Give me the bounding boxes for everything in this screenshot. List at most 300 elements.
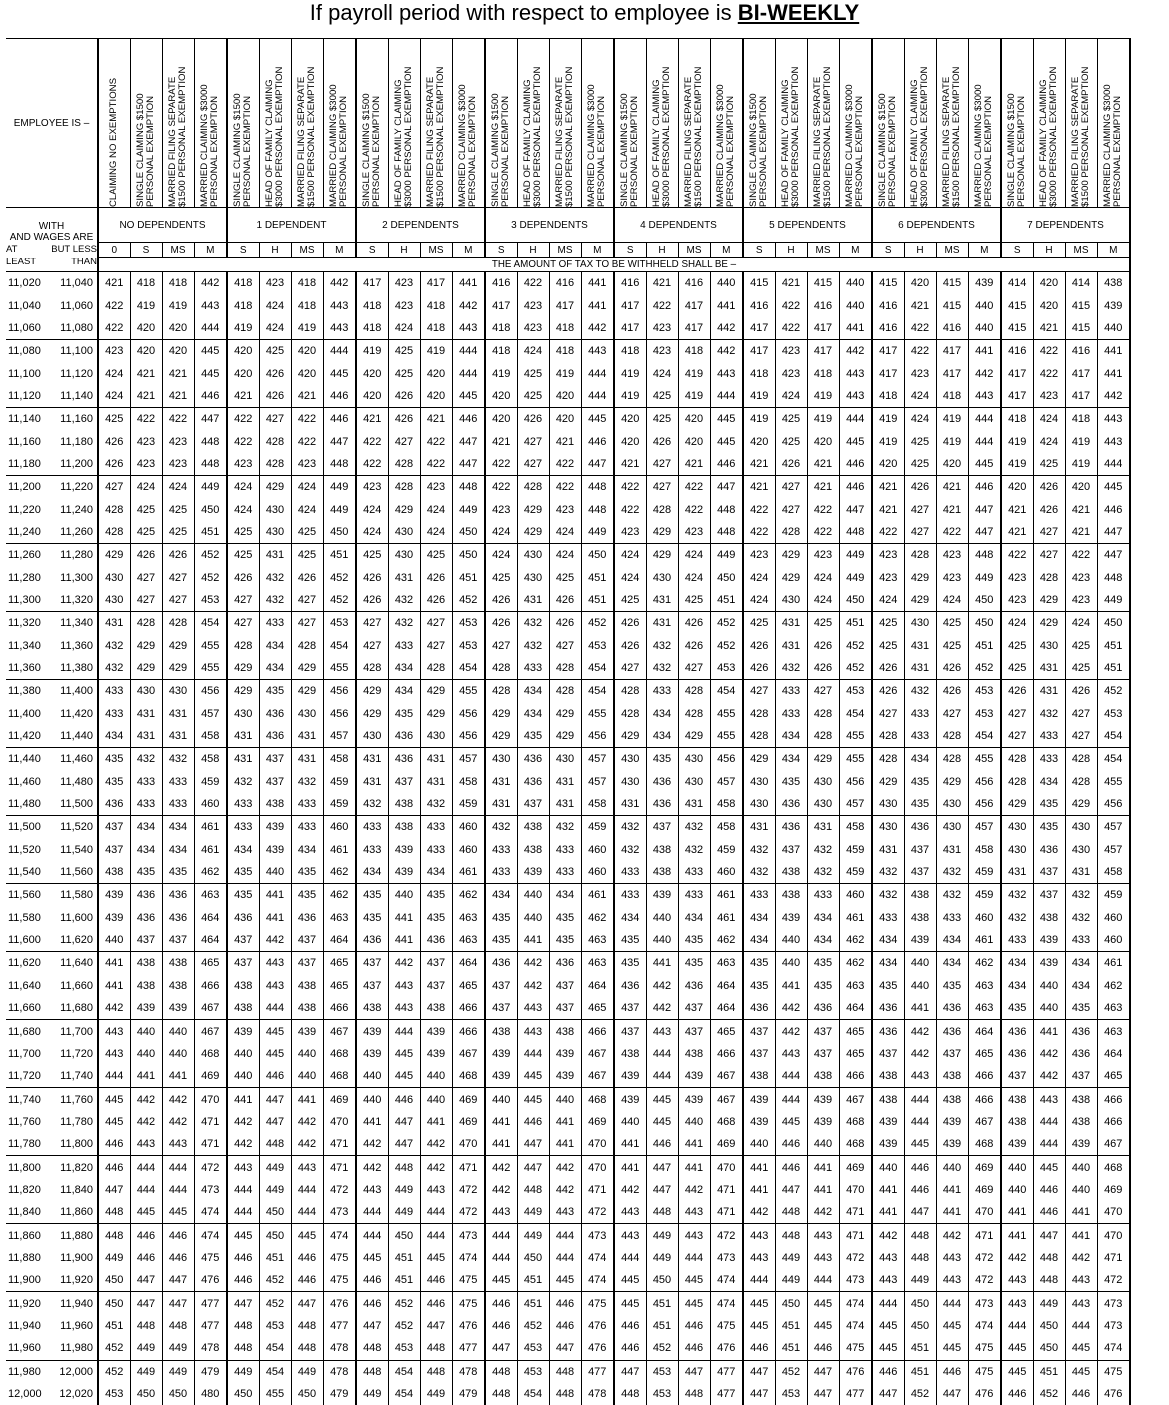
tax-amount: 437 (517, 793, 549, 816)
tax-amount: 449 (1097, 589, 1130, 612)
tax-amount: 453 (839, 680, 872, 703)
dependents-header-0: NO DEPENDENTS (98, 208, 227, 243)
tax-amount: 440 (872, 1156, 904, 1179)
tax-amount: 463 (1097, 997, 1130, 1020)
tax-amount: 427 (227, 589, 259, 612)
tax-amount: 417 (807, 340, 839, 363)
column-label-text: SINGLE CLAIMING $1500 PERSONAL EXEMPTION (135, 93, 156, 207)
wage-less-than: 11,500 (60, 798, 93, 811)
tax-amount: 454 (517, 1383, 549, 1405)
tax-amount: 449 (291, 1360, 323, 1383)
table-row (6, 340, 1130, 363)
tax-amount: 446 (775, 1156, 807, 1179)
tax-amount: 470 (710, 1156, 743, 1179)
tax-amount: 424 (227, 476, 259, 499)
tax-amount: 468 (968, 1133, 1001, 1156)
tax-amount: 423 (678, 521, 710, 544)
tax-amount: 442 (581, 317, 614, 340)
tax-amount: 454 (839, 703, 872, 725)
wage-less-than: 11,720 (60, 1047, 93, 1060)
tax-amount: 431 (904, 657, 936, 680)
tax-amount: 476 (194, 1269, 227, 1292)
tax-amount: 469 (839, 1156, 872, 1179)
tax-amount: 472 (323, 1179, 356, 1201)
tax-amount: 422 (291, 430, 323, 452)
column-label-6-1 (904, 39, 936, 208)
tax-amount: 441 (98, 952, 130, 975)
column-label-text: SINGLE CLAIMING $1500 PERSONAL EXEMPTION (619, 93, 641, 207)
tax-amount: 458 (323, 748, 356, 771)
title-period: BI-WEEKLY (737, 0, 860, 25)
tax-amount: 418 (291, 294, 323, 316)
table-row (6, 1337, 1130, 1360)
tax-amount: 442 (614, 1179, 646, 1201)
tax-amount: 430 (420, 725, 452, 748)
tax-amount: 452 (259, 1292, 291, 1315)
tax-amount: 433 (517, 657, 549, 680)
tax-amount: 444 (291, 1201, 323, 1224)
column-label-3-2 (549, 39, 581, 208)
wage-less-than: 11,120 (60, 367, 93, 380)
wage-at-least: 11,020 (6, 272, 50, 295)
tax-amount: 450 (259, 1201, 291, 1224)
tax-amount: 423 (936, 566, 968, 588)
tax-amount: 449 (1033, 1292, 1065, 1315)
tax-amount: 465 (323, 975, 356, 997)
tax-amount: 454 (452, 657, 485, 680)
tax-amount: 431 (743, 816, 775, 839)
tax-amount: 423 (227, 453, 259, 476)
table-row (6, 839, 1130, 861)
tax-amount: 425 (872, 612, 904, 635)
tax-amount: 427 (356, 635, 388, 657)
tax-amount: 440 (1001, 1156, 1033, 1179)
tax-amount: 428 (743, 725, 775, 748)
tax-amount: 427 (98, 476, 130, 499)
tax-amount: 429 (291, 680, 323, 703)
table-row (6, 1156, 1130, 1179)
tax-amount: 420 (807, 430, 839, 452)
tax-amount: 448 (323, 453, 356, 476)
tax-amount: 473 (452, 1224, 485, 1247)
tax-amount: 429 (388, 498, 420, 520)
tax-amount: 474 (323, 1224, 356, 1247)
tax-amount: 420 (549, 408, 581, 431)
tax-amount: 426 (420, 566, 452, 588)
tax-amount: 424 (98, 385, 130, 408)
tax-amount: 424 (904, 408, 936, 431)
tax-amount: 446 (130, 1247, 162, 1269)
tax-amount: 460 (581, 839, 614, 861)
tax-amount: 439 (388, 861, 420, 884)
tax-amount: 455 (968, 748, 1001, 771)
wage-less-than: 11,420 (60, 707, 93, 720)
tax-amount: 454 (581, 680, 614, 703)
tax-amount: 448 (194, 453, 227, 476)
tax-amount: 435 (291, 884, 323, 907)
tax-amount: 459 (839, 861, 872, 884)
tax-amount: 451 (581, 589, 614, 612)
tax-amount: 471 (1097, 1247, 1130, 1269)
tax-amount: 447 (1033, 1224, 1065, 1247)
tax-amount: 435 (775, 771, 807, 793)
tax-amount: 453 (775, 1383, 807, 1405)
tax-amount: 443 (227, 1156, 259, 1179)
wage-at-least: 11,660 (8, 1002, 41, 1015)
tax-amount: 452 (517, 1315, 549, 1337)
tax-amount: 461 (194, 839, 227, 861)
column-label-text: MARRIED FILING SEPARATE $1500 PERSONAL EXEMPTION (296, 66, 317, 207)
column-code-4-2: MS (678, 243, 710, 258)
tax-amount: 449 (194, 476, 227, 499)
tax-amount: 419 (162, 294, 194, 316)
tax-amount: 425 (1001, 657, 1033, 680)
tax-amount: 471 (452, 1156, 485, 1179)
wage-less-than: 11,360 (60, 639, 93, 652)
tax-amount: 435 (517, 725, 549, 748)
tax-amount: 451 (1033, 1360, 1065, 1383)
tax-amount: 444 (775, 1088, 807, 1111)
tax-amount: 438 (743, 1065, 775, 1088)
tax-amount: 454 (968, 725, 1001, 748)
tax-amount: 445 (710, 408, 743, 431)
tax-amount: 446 (549, 1292, 581, 1315)
wage-less-than: 11,140 (60, 389, 93, 402)
tax-amount: 475 (323, 1269, 356, 1292)
tax-amount: 429 (356, 680, 388, 703)
tax-amount: 427 (1033, 521, 1065, 544)
tax-amount: 443 (98, 1020, 130, 1043)
wage-at-least: 11,700 (8, 1047, 41, 1060)
tax-amount: 441 (517, 929, 549, 952)
tax-amount: 453 (452, 612, 485, 635)
tax-amount: 439 (227, 1020, 259, 1043)
table-row (6, 408, 1130, 431)
tax-amount: 449 (259, 1179, 291, 1201)
tax-amount: 431 (936, 839, 968, 861)
tax-amount: 444 (452, 362, 485, 384)
tax-amount: 417 (872, 340, 904, 363)
tax-amount: 432 (807, 839, 839, 861)
tax-amount: 452 (452, 589, 485, 612)
tax-amount: 466 (839, 1065, 872, 1088)
tax-amount: 420 (291, 362, 323, 384)
tax-amount: 420 (614, 430, 646, 452)
tax-amount: 420 (678, 430, 710, 452)
tax-amount: 426 (936, 657, 968, 680)
tax-amount: 444 (936, 1292, 968, 1315)
tax-amount: 468 (839, 1133, 872, 1156)
tax-amount: 415 (743, 272, 775, 295)
wage-less-than: 11,060 (60, 299, 93, 312)
tax-amount: 422 (98, 294, 130, 316)
tax-amount: 448 (356, 1337, 388, 1360)
tax-amount: 444 (549, 1224, 581, 1247)
tax-amount: 445 (517, 1088, 549, 1111)
tax-amount: 436 (517, 748, 549, 771)
tax-amount: 441 (678, 1133, 710, 1156)
tax-amount: 466 (581, 1020, 614, 1043)
table-row (6, 1360, 1130, 1383)
tax-amount: 428 (356, 657, 388, 680)
tax-amount: 439 (259, 816, 291, 839)
column-code-7-2: MS (1065, 243, 1097, 258)
tax-amount: 423 (162, 453, 194, 476)
tax-amount: 429 (420, 680, 452, 703)
column-label-5-0 (743, 39, 775, 208)
tax-amount: 475 (452, 1292, 485, 1315)
tax-amount: 475 (968, 1337, 1001, 1360)
tax-amount: 419 (743, 385, 775, 408)
tax-amount: 434 (614, 907, 646, 929)
tax-amount: 414 (1065, 272, 1097, 295)
wage-at-least: 11,580 (8, 911, 41, 924)
tax-amount: 478 (194, 1337, 227, 1360)
tax-amount: 417 (1001, 385, 1033, 408)
tax-amount: 441 (388, 929, 420, 952)
tax-amount: 427 (162, 566, 194, 588)
tax-amount: 438 (872, 1088, 904, 1111)
tax-amount: 451 (323, 544, 356, 567)
tax-amount: 421 (678, 453, 710, 476)
tax-amount: 449 (227, 1360, 259, 1383)
wage-at-least: 11,140 (6, 408, 50, 431)
tax-amount: 441 (388, 907, 420, 929)
tax-amount: 446 (581, 430, 614, 452)
tax-amount: 460 (581, 861, 614, 884)
column-code-7-3: M (1097, 243, 1130, 258)
wage-at-least: 11,200 (6, 476, 50, 499)
tax-amount: 444 (807, 1269, 839, 1292)
tax-amount: 455 (839, 748, 872, 771)
tax-amount: 438 (646, 861, 678, 884)
wage-at-least: 11,760 (8, 1115, 41, 1128)
tax-amount: 436 (775, 793, 807, 816)
tax-amount: 415 (1065, 294, 1097, 316)
tax-amount: 442 (775, 1020, 807, 1043)
tax-amount: 432 (1033, 703, 1065, 725)
tax-amount: 425 (356, 544, 388, 567)
tax-amount: 452 (194, 544, 227, 567)
tax-amount: 443 (259, 975, 291, 997)
tax-amount: 440 (162, 1020, 194, 1043)
tax-amount: 442 (1097, 385, 1130, 408)
tax-amount: 438 (614, 1043, 646, 1065)
column-label-text: MARRIED CLAIMING $3000 PERSONAL EXEMPTION (844, 84, 866, 207)
tax-amount: 474 (839, 1292, 872, 1315)
tax-amount: 476 (968, 1383, 1001, 1405)
tax-amount: 431 (1065, 861, 1097, 884)
tax-amount: 421 (807, 453, 839, 476)
column-code-6-0: S (872, 243, 904, 258)
tax-amount: 423 (614, 521, 646, 544)
tax-amount: 447 (872, 1383, 904, 1405)
tax-amount: 439 (968, 272, 1001, 295)
tax-amount: 445 (614, 1269, 646, 1292)
tax-amount: 442 (1033, 1043, 1065, 1065)
tax-amount: 430 (614, 748, 646, 771)
dependents-header-7: 7 DEPENDENTS (1001, 208, 1130, 243)
tax-amount: 431 (1001, 861, 1033, 884)
tax-amount: 425 (1065, 657, 1097, 680)
tax-amount: 473 (839, 1269, 872, 1292)
tax-amount: 429 (807, 748, 839, 771)
tax-amount: 469 (968, 1156, 1001, 1179)
tax-amount: 437 (904, 839, 936, 861)
tax-amount: 429 (259, 476, 291, 499)
tax-amount: 434 (1001, 975, 1033, 997)
tax-amount: 454 (259, 1360, 291, 1383)
tax-amount: 423 (1001, 589, 1033, 612)
tax-amount: 428 (872, 748, 904, 771)
tax-amount: 443 (678, 1224, 710, 1247)
tax-amount: 439 (775, 907, 807, 929)
tax-amount: 458 (968, 839, 1001, 861)
tax-amount: 430 (162, 680, 194, 703)
tax-amount: 454 (388, 1360, 420, 1383)
tax-amount: 436 (130, 884, 162, 907)
tax-amount: 448 (775, 1201, 807, 1224)
column-code-3-1: H (517, 243, 549, 258)
tax-amount: 446 (839, 476, 872, 499)
tax-amount: 427 (420, 635, 452, 657)
tax-amount: 445 (452, 385, 485, 408)
tax-amount: 464 (710, 975, 743, 997)
tax-amount: 425 (162, 498, 194, 520)
column-label-7-1 (1033, 39, 1065, 208)
tax-amount: 471 (710, 1201, 743, 1224)
tax-amount: 452 (323, 566, 356, 588)
tax-amount: 441 (1097, 362, 1130, 384)
tax-amount: 430 (388, 544, 420, 567)
tax-amount: 435 (130, 861, 162, 884)
tax-amount: 439 (936, 1133, 968, 1156)
table-row (6, 612, 1130, 635)
column-code-6-3: M (968, 243, 1001, 258)
wage-less-than: 11,900 (60, 1251, 93, 1264)
tax-amount: 441 (743, 1156, 775, 1179)
tax-amount: 442 (420, 1156, 452, 1179)
wage-less-than: 11,700 (50, 1020, 98, 1043)
tax-amount: 443 (872, 1247, 904, 1269)
tax-amount: 441 (1001, 1201, 1033, 1224)
tax-amount: 440 (1033, 997, 1065, 1020)
column-label-text: MARRIED CLAIMING $3000 PERSONAL EXEMPTION (586, 84, 608, 207)
tax-amount: 465 (1097, 1065, 1130, 1088)
tax-amount: 446 (549, 1315, 581, 1337)
tax-amount: 425 (872, 635, 904, 657)
tax-amount: 427 (291, 589, 323, 612)
wage-at-least: 11,040 (8, 299, 41, 312)
tax-amount: 420 (291, 340, 323, 363)
tax-amount: 466 (194, 975, 227, 997)
tax-amount: 437 (807, 1020, 839, 1043)
tax-amount: 433 (1033, 725, 1065, 748)
tax-amount: 432 (162, 748, 194, 771)
tax-amount: 448 (581, 476, 614, 499)
tax-amount: 426 (936, 680, 968, 703)
tax-amount: 429 (162, 635, 194, 657)
tax-amount: 423 (807, 544, 839, 567)
tax-amount: 433 (904, 725, 936, 748)
tax-amount: 448 (517, 1179, 549, 1201)
tax-amount: 467 (1097, 1133, 1130, 1156)
tax-amount: 419 (291, 317, 323, 340)
column-label-text: MARRIED FILING SEPARATE $1500 PERSONAL EXEMPTION (425, 66, 446, 207)
column-code-7-0: S (1001, 243, 1033, 258)
column-label-3-1 (517, 39, 549, 208)
tax-amount: 462 (581, 907, 614, 929)
tax-amount: 440 (130, 1043, 162, 1065)
tax-amount: 442 (1065, 1247, 1097, 1269)
tax-amount: 431 (1033, 680, 1065, 703)
tax-amount: 432 (1001, 907, 1033, 929)
tax-amount: 444 (1001, 1315, 1033, 1337)
tax-amount: 445 (614, 1292, 646, 1315)
column-label-text: HEAD OF FAMILY CLAIMING $3000 PERSONAL EXEMPTION (780, 66, 801, 207)
tax-amount: 442 (807, 1201, 839, 1224)
tax-amount: 430 (1001, 839, 1033, 861)
wage-less-than: 11,780 (60, 1115, 93, 1128)
tax-amount: 441 (162, 1065, 194, 1088)
tax-amount: 424 (549, 544, 581, 567)
tax-amount: 437 (98, 816, 130, 839)
wage-at-least: 11,520 (8, 843, 41, 856)
tax-amount: 424 (936, 589, 968, 612)
tax-amount: 433 (1001, 929, 1033, 952)
tax-amount: 453 (388, 1337, 420, 1360)
tax-amount: 429 (549, 725, 581, 748)
tax-amount: 437 (388, 771, 420, 793)
tax-amount: 441 (710, 294, 743, 316)
tax-amount: 476 (581, 1337, 614, 1360)
tax-amount: 417 (872, 362, 904, 384)
tax-amount: 434 (98, 725, 130, 748)
tax-amount: 438 (872, 1065, 904, 1088)
tax-amount: 420 (904, 272, 936, 295)
tax-amount: 442 (646, 997, 678, 1020)
tax-amount: 428 (291, 635, 323, 657)
tax-amount: 444 (614, 1247, 646, 1269)
tax-amount: 440 (1065, 1179, 1097, 1201)
tax-amount: 465 (710, 1020, 743, 1043)
tax-amount: 471 (710, 1179, 743, 1201)
tax-amount: 440 (807, 1133, 839, 1156)
tax-amount: 457 (581, 748, 614, 771)
tax-amount: 427 (807, 680, 839, 703)
tax-amount: 435 (1001, 997, 1033, 1020)
column-code-2-3: M (452, 243, 485, 258)
wage-at-least: 11,340 (8, 639, 41, 652)
wage-at-least: 11,320 (6, 612, 50, 635)
tax-amount: 442 (485, 1156, 517, 1179)
tax-amount: 455 (710, 725, 743, 748)
tax-amount: 451 (1097, 635, 1130, 657)
tax-amount: 427 (259, 408, 291, 431)
tax-amount: 437 (130, 929, 162, 952)
tax-amount: 420 (420, 362, 452, 384)
tax-amount: 424 (420, 498, 452, 520)
tax-amount: 477 (194, 1315, 227, 1337)
tax-amount: 449 (581, 521, 614, 544)
tax-amount: 426 (420, 589, 452, 612)
tax-amount: 448 (227, 1315, 259, 1337)
column-label-text: HEAD OF FAMILY CLAIMING $3000 PERSONAL EXEMPTION (264, 66, 285, 207)
tax-amount: 431 (388, 566, 420, 588)
tax-amount: 437 (1001, 1065, 1033, 1088)
tax-amount: 421 (227, 385, 259, 408)
tax-amount: 439 (807, 1088, 839, 1111)
